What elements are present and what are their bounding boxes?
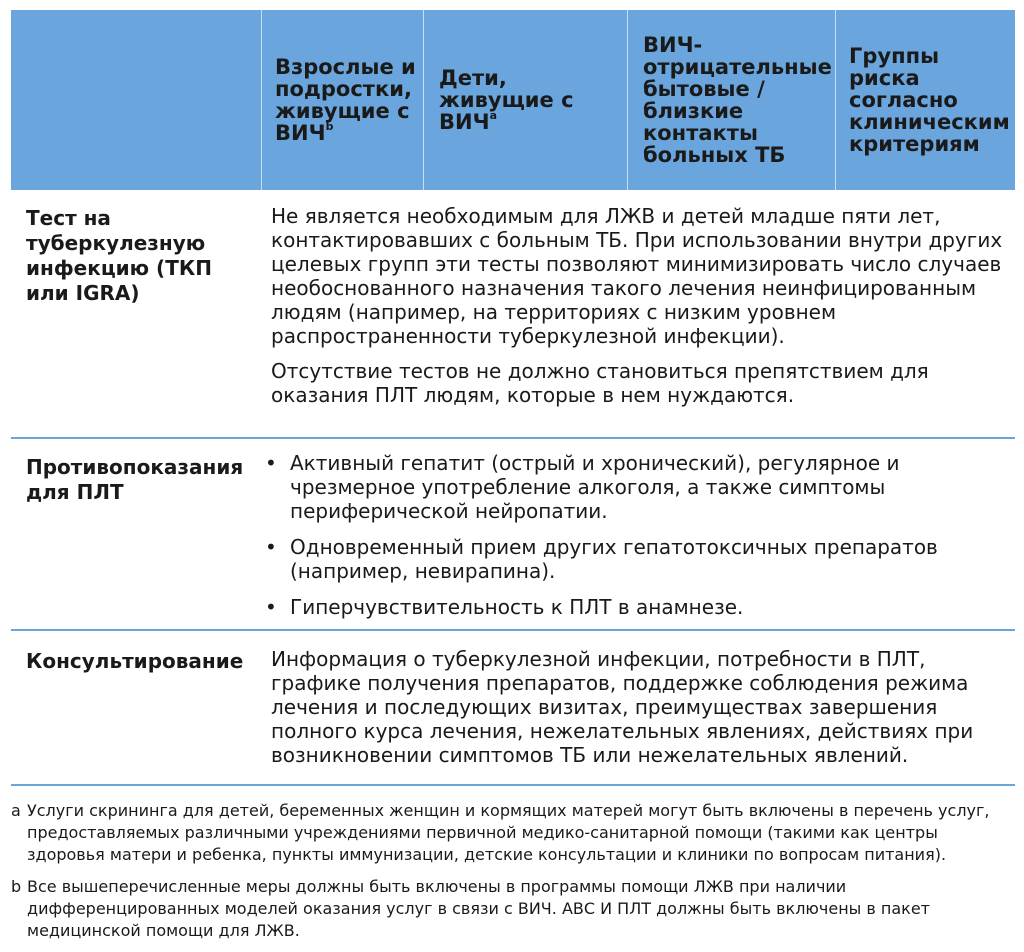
footnote-ref-b: b bbox=[325, 120, 334, 133]
list-item bbox=[265, 535, 1005, 583]
row-label: Консультирование bbox=[26, 649, 244, 673]
header-adults-hiv bbox=[261, 10, 423, 190]
row-label: Тест на туберкулезную инфекцию (ТКП или IGRA) bbox=[26, 206, 212, 305]
footnote-text: Услуги скрининга для детей, беременных женщин и кормящих матерей могут быть включены в перечень услуг, предоставляемых различными учреждениями первичной медико-санитарной помощи (такими как центры здоровья матери и ребенка, пункты иммунизации, детские консультации и клиники по вопросам питания). bbox=[27, 801, 990, 864]
row-content bbox=[261, 190, 1015, 437]
header-hiv-negative-contacts: ВИЧ-отрицательные бытовые / близкие контакты больных ТБ bbox=[643, 33, 832, 167]
bullet-list bbox=[265, 451, 1005, 619]
header-empty-cell bbox=[11, 10, 261, 190]
row-paragraph: Отсутствие тестов не должно становиться препятствием для оказания ПЛТ людям, которые в нем нуждаются. bbox=[271, 359, 929, 407]
footnote-mark: a bbox=[11, 801, 21, 820]
row-content bbox=[261, 631, 1015, 784]
bullet-icon: • bbox=[265, 595, 277, 619]
header-risk-groups: Группы риска согласно клиническим критериям bbox=[849, 44, 1010, 156]
screening-table bbox=[11, 10, 1015, 786]
row-content bbox=[261, 439, 1015, 629]
list-item-text: Активный гепатит (острый и хронический), регулярное и чрезмерное употребление алкоголя, а также симптомы периферической нейропатии. bbox=[290, 451, 900, 523]
table-row-tb-test bbox=[11, 190, 1015, 439]
list-item-text: Одновременный прием других гепатотоксичных препаратов (например, невирапина). bbox=[290, 535, 938, 583]
header-children-hiv bbox=[423, 10, 627, 190]
list-item-text: Гиперчувствительность к ПЛТ в анамнезе. bbox=[290, 595, 744, 619]
footnote-ref-a: a bbox=[489, 109, 497, 122]
row-paragraph: Информация о туберкулезной инфекции, потребности в ПЛТ, графике получения препаратов, поддержке соблюдения режима лечения и последующих визитах, преимуществах завершения полного курса лечения, нежелательных явлениях, действиях при возникновении симптомов ТБ или нежелательных явлений. bbox=[271, 647, 974, 767]
bullet-icon: • bbox=[265, 451, 277, 475]
row-label: Противопоказания для ПЛТ bbox=[26, 455, 244, 504]
footnote bbox=[11, 876, 1015, 942]
footnote-text: Все вышеперечисленные меры должны быть включены в программы помощи ЛЖВ при наличии дифференцированных моделей оказания услуг в связи с ВИЧ. АВС И ПЛТ должны быть включены в пакет медицинской помощи для ЛЖВ. bbox=[27, 877, 930, 940]
footnotes bbox=[11, 800, 1015, 952]
footnote bbox=[11, 800, 1015, 866]
table-row-counseling bbox=[11, 631, 1015, 786]
footnote-mark: b bbox=[11, 877, 22, 896]
header-children-hiv-text: Дети, живущие с ВИЧ bbox=[439, 66, 574, 134]
bullet-icon: • bbox=[265, 535, 277, 559]
list-item bbox=[265, 595, 1005, 619]
header-adults-hiv-text: Взрослые и подростки, живущие с ВИЧ bbox=[275, 55, 416, 145]
row-paragraph: Не является необходимым для ЛЖВ и детей младше пяти лет, контактировавших с больным ТБ. При использовании внутри других целевых групп эти тесты позволяют минимизировать число случаев необоснованного назначения такого лечения неинфицированным людям (например, на территориях с низким уровнем распространенности туберкулезной инфекции). bbox=[271, 204, 1003, 348]
table-row-contraindications bbox=[11, 439, 1015, 631]
list-item bbox=[265, 451, 1005, 523]
table-header bbox=[11, 10, 1015, 190]
